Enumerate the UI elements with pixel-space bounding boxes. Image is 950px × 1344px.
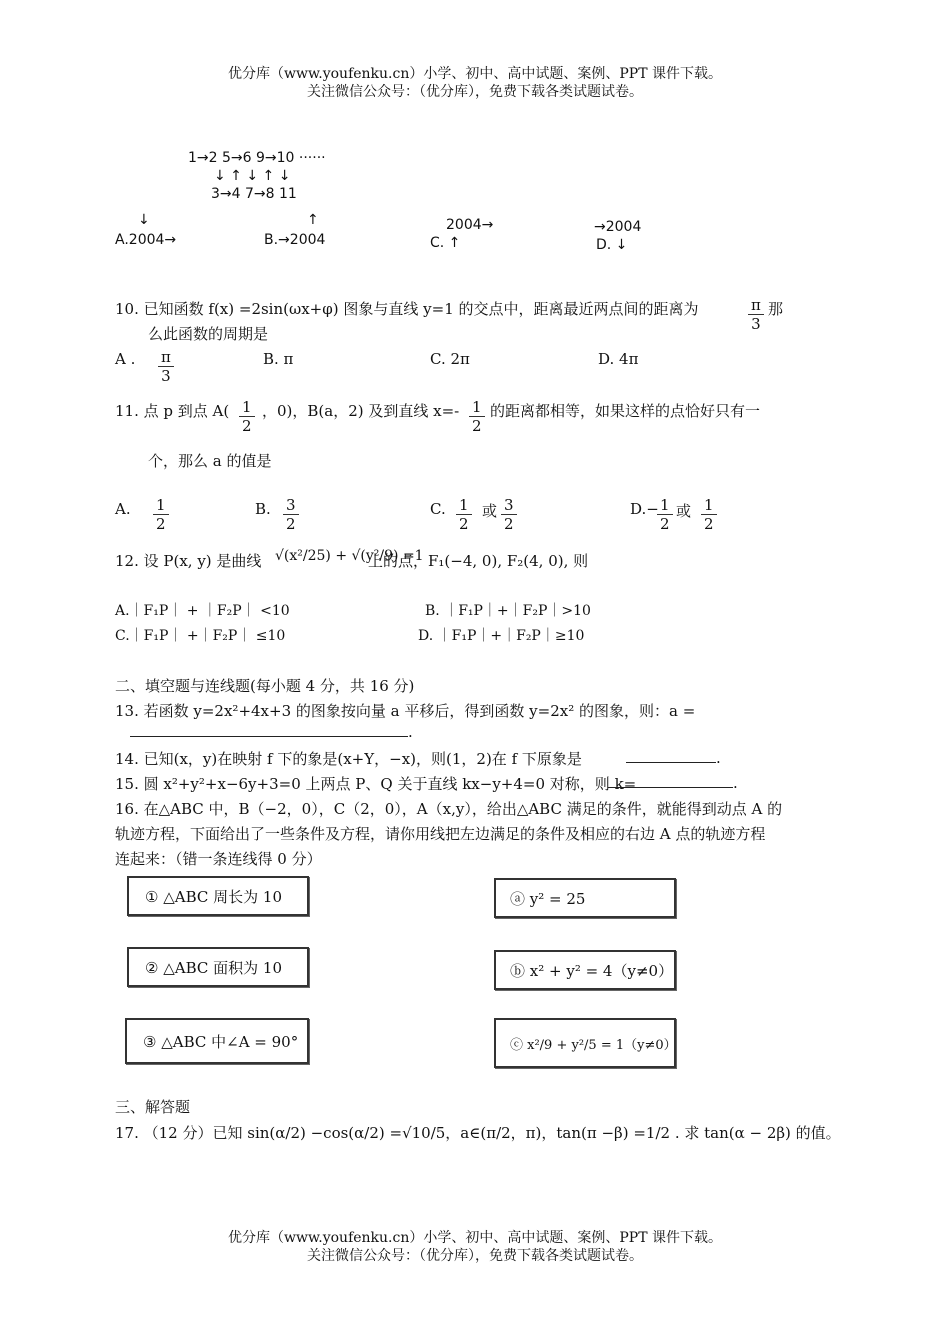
q9-row-1: 1→2 5→6 9→10 ······: [188, 150, 326, 166]
q10-stem: 10. 已知函数 f(x) =2sin(ωx+φ) 图象与直线 y=1 的交点中，距离最近两点间的距离为: [115, 300, 699, 318]
q16-line-1: 16. 在△ABC 中，B（−2，0），C（2，0），A（x,y），给出△ABC 满足的条件，就能得到动点 A 的: [115, 800, 783, 818]
match-right-a[interactable]: [494, 878, 676, 918]
q12-option-c: C.｜F₁P｜ +｜F₂P｜ ≤10: [115, 628, 286, 644]
q11-option-d: D.−: [630, 500, 659, 518]
q14-answer-blank[interactable]: [626, 748, 721, 767]
q11-option-b-num: 3: [283, 496, 299, 515]
q11-option-c-num-1: 1: [456, 496, 472, 515]
q11-frac-2: [466, 398, 488, 435]
q11-option-c-den-1: 2: [459, 515, 469, 533]
match-right-b-label: ⓑ x² + y² = 4（y≠0）: [510, 961, 674, 980]
q9-option-b: B.→2004: [264, 232, 326, 248]
header-line-2: 关注微信公众号：（优分库），免费下载各类试题试卷。: [307, 84, 643, 100]
q11-option-c-frac-2: [498, 496, 520, 533]
q11-option-a: A.: [115, 500, 131, 518]
q10-frac-num: π: [748, 296, 764, 315]
q11-option-d-num-1: 1: [657, 496, 673, 515]
q10-option-a-label: A .: [115, 350, 136, 368]
q11-stem-2: 个，那么 a 的值是: [148, 452, 272, 470]
q16-line-2: 轨迹方程，下面给出了一些条件及方程，请你用线把左边满足的条件及相应的右边 A 点的轨迹方程: [115, 825, 766, 843]
q11-option-c-num-2: 3: [501, 496, 517, 515]
q11-option-c-or: 或: [482, 502, 498, 520]
match-left-1[interactable]: [127, 876, 309, 916]
q9-row-2: ↓ ↑ ↓ ↑ ↓: [214, 168, 291, 184]
match-left-3-label: ③ △ABC 中∠A = 90°: [143, 1032, 299, 1051]
q10-option-a-frac: [155, 348, 177, 385]
match-right-b[interactable]: [494, 950, 676, 990]
q14-stem: 14. 已知(x，y)在映射 f 下的象是(x+Y，−x)，则(1，2)在 f 下原象是: [115, 750, 582, 768]
q11-option-c: C.: [430, 500, 446, 518]
q9-option-a-arrow: ↓: [138, 212, 150, 228]
q12-option-d: D. ｜F₁P｜+｜F₂P｜≥10: [418, 628, 585, 644]
q11-option-c-den-2: 2: [504, 515, 514, 533]
q11-option-d-frac-1: [654, 496, 676, 533]
q12-option-a: A.｜F₁P｜ + ｜F₂P｜ <10: [115, 603, 290, 619]
q11-option-c-frac-1: [453, 496, 475, 533]
q11-stem-c: 的距离都相等，如果这样的点恰好只有一: [490, 402, 761, 420]
q9-option-d-top: →2004: [594, 219, 642, 235]
q11-option-d-or: 或: [676, 502, 692, 520]
q15-end: .: [733, 774, 738, 792]
match-left-2-label: ② △ABC 面积为 10: [145, 958, 282, 977]
q9-option-a: A.2004→: [115, 232, 177, 248]
q11-frac-1-num: 1: [239, 398, 255, 417]
q10-frac-den: 3: [751, 315, 761, 333]
q14-end: .: [716, 749, 721, 767]
q11-stem-b: ，0)，B(a，2) 及到直线 x=-: [262, 402, 460, 420]
q11-option-a-frac: [150, 496, 172, 533]
q11-option-d-frac-2: [698, 496, 720, 533]
q11-option-a-den: 2: [156, 515, 166, 533]
header-line-1: 优分库（www.youfenku.cn）小学、初中、高中试题、案例、PPT 课件下载。: [227, 66, 722, 82]
match-right-a-label: ⓐ y² = 25: [510, 889, 586, 908]
q17-stem: 17. （12 分）已知 sin(α/2) −cos(α/2) =√10/5，a∈(π/2，π)，tan(π −β) =1/2 . 求 tan(α − 2β) 的值。: [115, 1124, 841, 1142]
q10-fraction: [745, 296, 767, 333]
q11-option-b-frac: [280, 496, 302, 533]
q12-option-b: B. ｜F₁P｜+｜F₂P｜>10: [425, 603, 591, 619]
match-left-1-label: ① △ABC 周长为 10: [145, 887, 282, 906]
q10-option-b: B. π: [263, 350, 294, 368]
q11-frac-2-den: 2: [472, 417, 482, 435]
q11-option-a-num: 1: [153, 496, 169, 515]
q11-frac-1: [236, 398, 258, 435]
q11-option-d-den-1: 2: [660, 515, 670, 533]
q10-option-c: C. 2π: [430, 350, 470, 368]
section-3-title: 三、解答题: [115, 1098, 191, 1116]
match-left-3[interactable]: [125, 1018, 309, 1064]
match-right-c[interactable]: [494, 1018, 676, 1068]
match-left-2[interactable]: [127, 947, 309, 987]
q10-stem-2: 么此函数的周期是: [148, 325, 269, 343]
q15-answer-blank[interactable]: [608, 773, 738, 792]
footer-line-1: 优分库（www.youfenku.cn）小学、初中、高中试题、案例、PPT 课件下载。: [227, 1230, 722, 1246]
q15-stem: 15. 圆 x²+y²+x−6y+3=0 上两点 P、Q 关于直线 kx−y+4=0 对称，则 k=: [115, 775, 637, 793]
q12-stem-b: 上的点，F₁(−4, 0), F₂(4, 0), 则: [368, 552, 589, 570]
footer-line-2: 关注微信公众号：（优分库），免费下载各类试题试卷。: [307, 1248, 643, 1264]
q9-option-b-arrow: ↑: [307, 212, 319, 228]
q13-answer-blank[interactable]: [130, 722, 413, 741]
q11-option-d-num-2: 1: [701, 496, 717, 515]
q10-option-a-num: π: [158, 348, 174, 367]
q12-equation: √(x²/25) + √(y²/9) =1: [275, 548, 424, 564]
q11-frac-2-num: 1: [469, 398, 485, 417]
q10-stem-tail: 那: [768, 300, 784, 318]
q11-option-b: B.: [255, 500, 271, 518]
q9-option-c-top: 2004→: [446, 217, 494, 233]
q16-line-3: 连起来：（错一条连线得 0 分）: [115, 850, 322, 868]
q9-option-c: C. ↑: [430, 235, 461, 251]
q11-frac-1-den: 2: [242, 417, 252, 435]
q11-option-b-den: 2: [286, 515, 296, 533]
section-2-title: 二、填空题与连线题(每小题 4 分，共 16 分): [115, 677, 415, 695]
q11-option-d-den-2: 2: [704, 515, 714, 533]
match-right-c-label: ⓒ x²/9 + y²/5 = 1（y≠0）: [510, 1037, 677, 1053]
q9-option-d: D. ↓: [596, 237, 628, 253]
q10-option-d: D. 4π: [598, 350, 639, 368]
q10-option-a-den: 3: [161, 367, 171, 385]
q11-stem-a: 11. 点 p 到点 A(: [115, 402, 230, 420]
q13-end: .: [408, 723, 413, 741]
q12-stem-a: 12. 设 P(x, y) 是曲线: [115, 552, 262, 570]
q9-row-3: 3→4 7→8 11: [211, 186, 297, 202]
q13-stem: 13. 若函数 y=2x²+4x+3 的图象按向量 a 平移后，得到函数 y=2x² 的图象，则：a =: [115, 702, 696, 720]
